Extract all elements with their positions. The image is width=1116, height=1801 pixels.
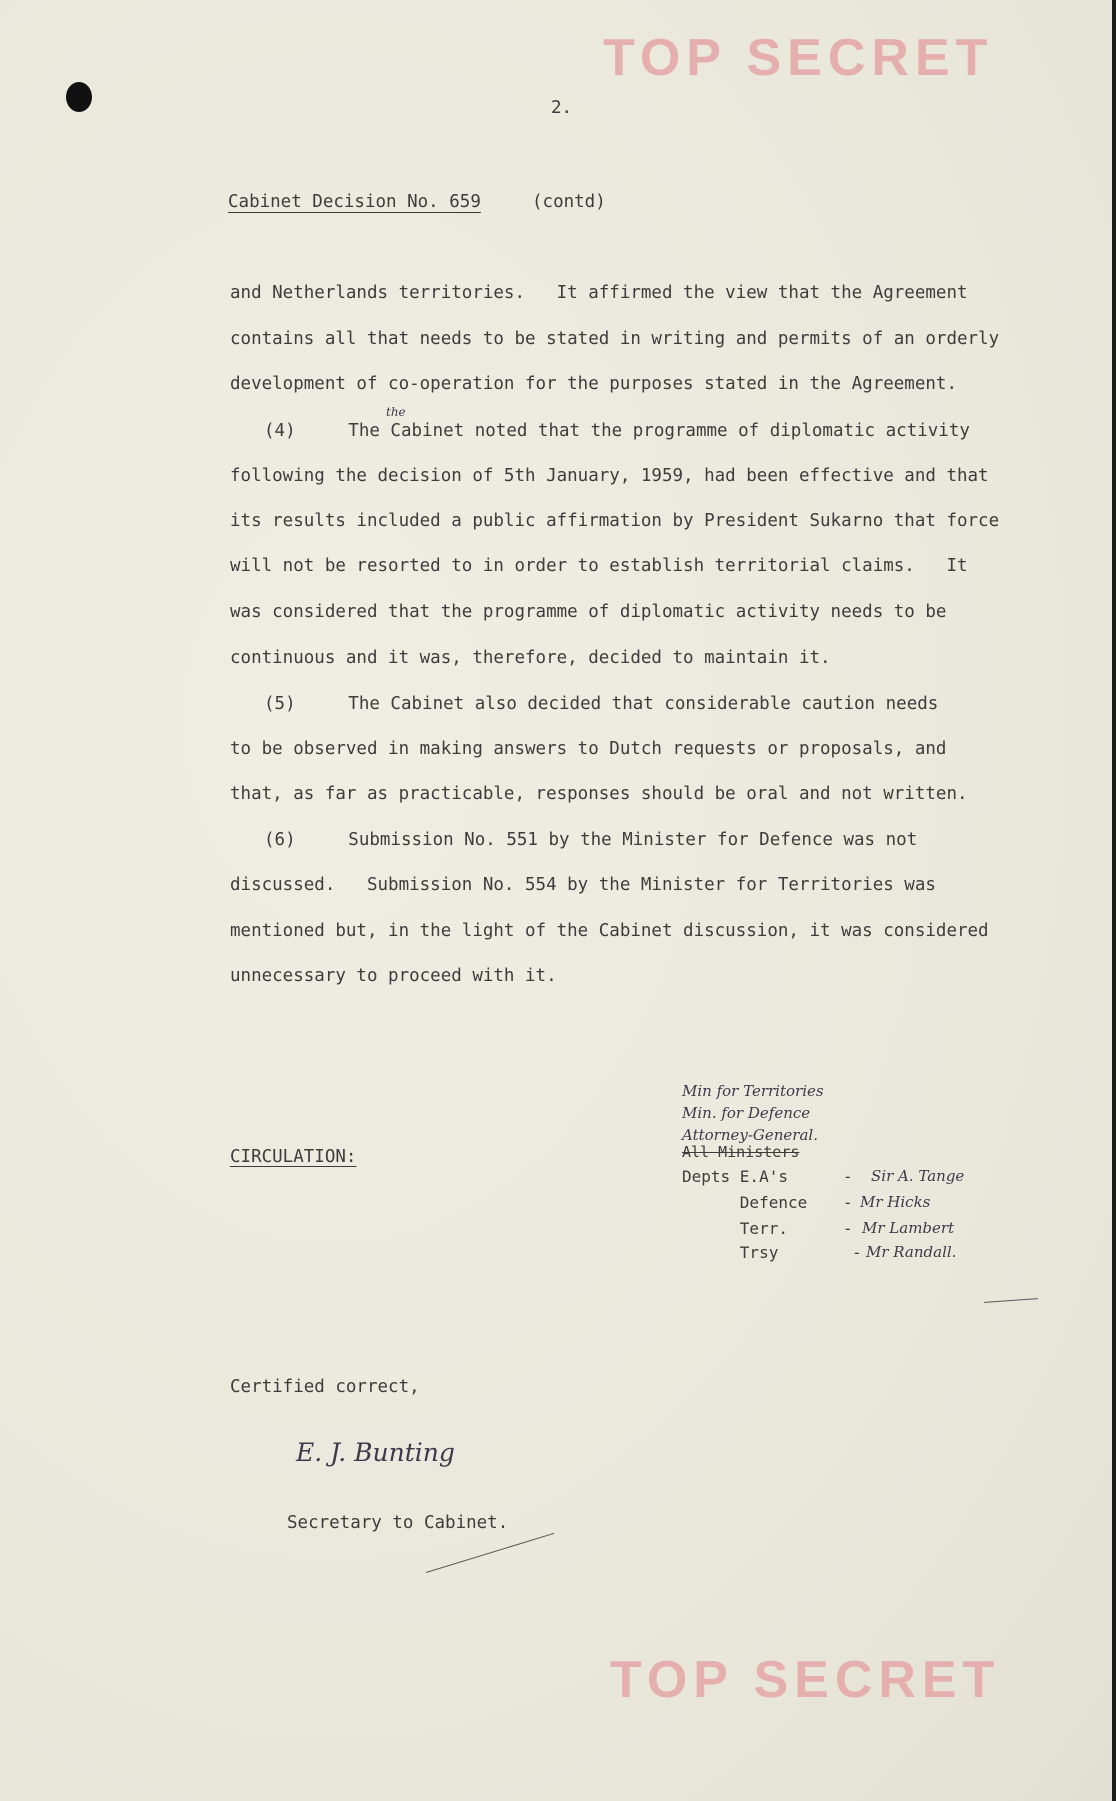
body-line: will not be resorted to in order to establish territorial claims. It [230,556,968,576]
certified-correct: Certified correct, [230,1377,420,1397]
body-line: unnecessary to proceed with it. [230,966,557,986]
body-line: following the decision of 5th January, 1959, had been effective and that [230,466,989,486]
heading: Cabinet Decision No. 659 [228,192,481,212]
body-line: mentioned but, in the light of the Cabinet discussion, it was considered [230,921,989,941]
handwritten-circulation-line: Attorney-General. [682,1126,818,1144]
stamp-top-secret-bottom: TOP SECRET [610,1651,1001,1709]
circulation-recipient: Mr Randall. [866,1243,957,1261]
body-line: development of co-operation for the purposes stated in the Agreement. [230,374,957,394]
body-line: that, as far as practicable, responses should be oral and not written. [230,784,968,804]
punch-hole [66,82,92,112]
heading-contd: (contd) [532,192,606,212]
stamp-top-secret-top: TOP SECRET [603,29,994,87]
circulation-recipient: Mr Hicks [860,1193,931,1211]
body-line: discussed. Submission No. 554 by the Minister for Territories was [230,875,936,895]
divider-stroke [984,1298,1038,1303]
circulation-recipient: Sir A. Tange [871,1167,965,1185]
body-line: (6) Submission No. 551 by the Minister for Defence was not [264,830,918,850]
circulation-label: CIRCULATION: [230,1147,357,1167]
struck-all-ministers: All Ministers [682,1143,800,1161]
circulation-recipient: Mr Lambert [862,1219,955,1237]
circulation-dept: Terr. [682,1219,788,1238]
body-line: its results included a public affirmation by President Sukarno that force [230,511,1000,531]
circulation-dash: - [843,1219,853,1238]
body-line: and Netherlands territories. It affirmed the view that the Agreement [230,283,968,303]
body-line: (4) The Cabinet noted that the programme of diplomatic activity [264,421,970,441]
signature: E. J. Bunting [296,1438,455,1467]
body-line: was considered that the programme of diplomatic activity needs to be [230,602,947,622]
body-line: contains all that needs to be stated in writing and permits of an orderly [230,329,1000,349]
body-line: to be observed in making answers to Dutch requests or proposals, and [230,739,947,759]
handwritten-circulation-line: Min. for Defence [682,1104,811,1122]
signature-stroke [426,1533,554,1573]
handwritten-circulation-line: Min for Territories [682,1082,824,1100]
handwritten-insert-the: the [386,405,406,419]
circulation-dept: Defence [682,1193,808,1212]
body-line: (5) The Cabinet also decided that considerable caution needs [264,694,939,714]
secretary-title: Secretary to Cabinet. [287,1513,509,1533]
page-number: 2. [551,98,573,118]
circulation-dash: - [843,1167,853,1186]
circulation-dash: - [843,1193,853,1212]
circulation-dash: - [852,1243,862,1262]
body-line: continuous and it was, therefore, decided to maintain it. [230,648,831,668]
circulation-dept: Trsy [682,1243,779,1262]
circulation-dept: Depts E.A's [682,1167,788,1186]
